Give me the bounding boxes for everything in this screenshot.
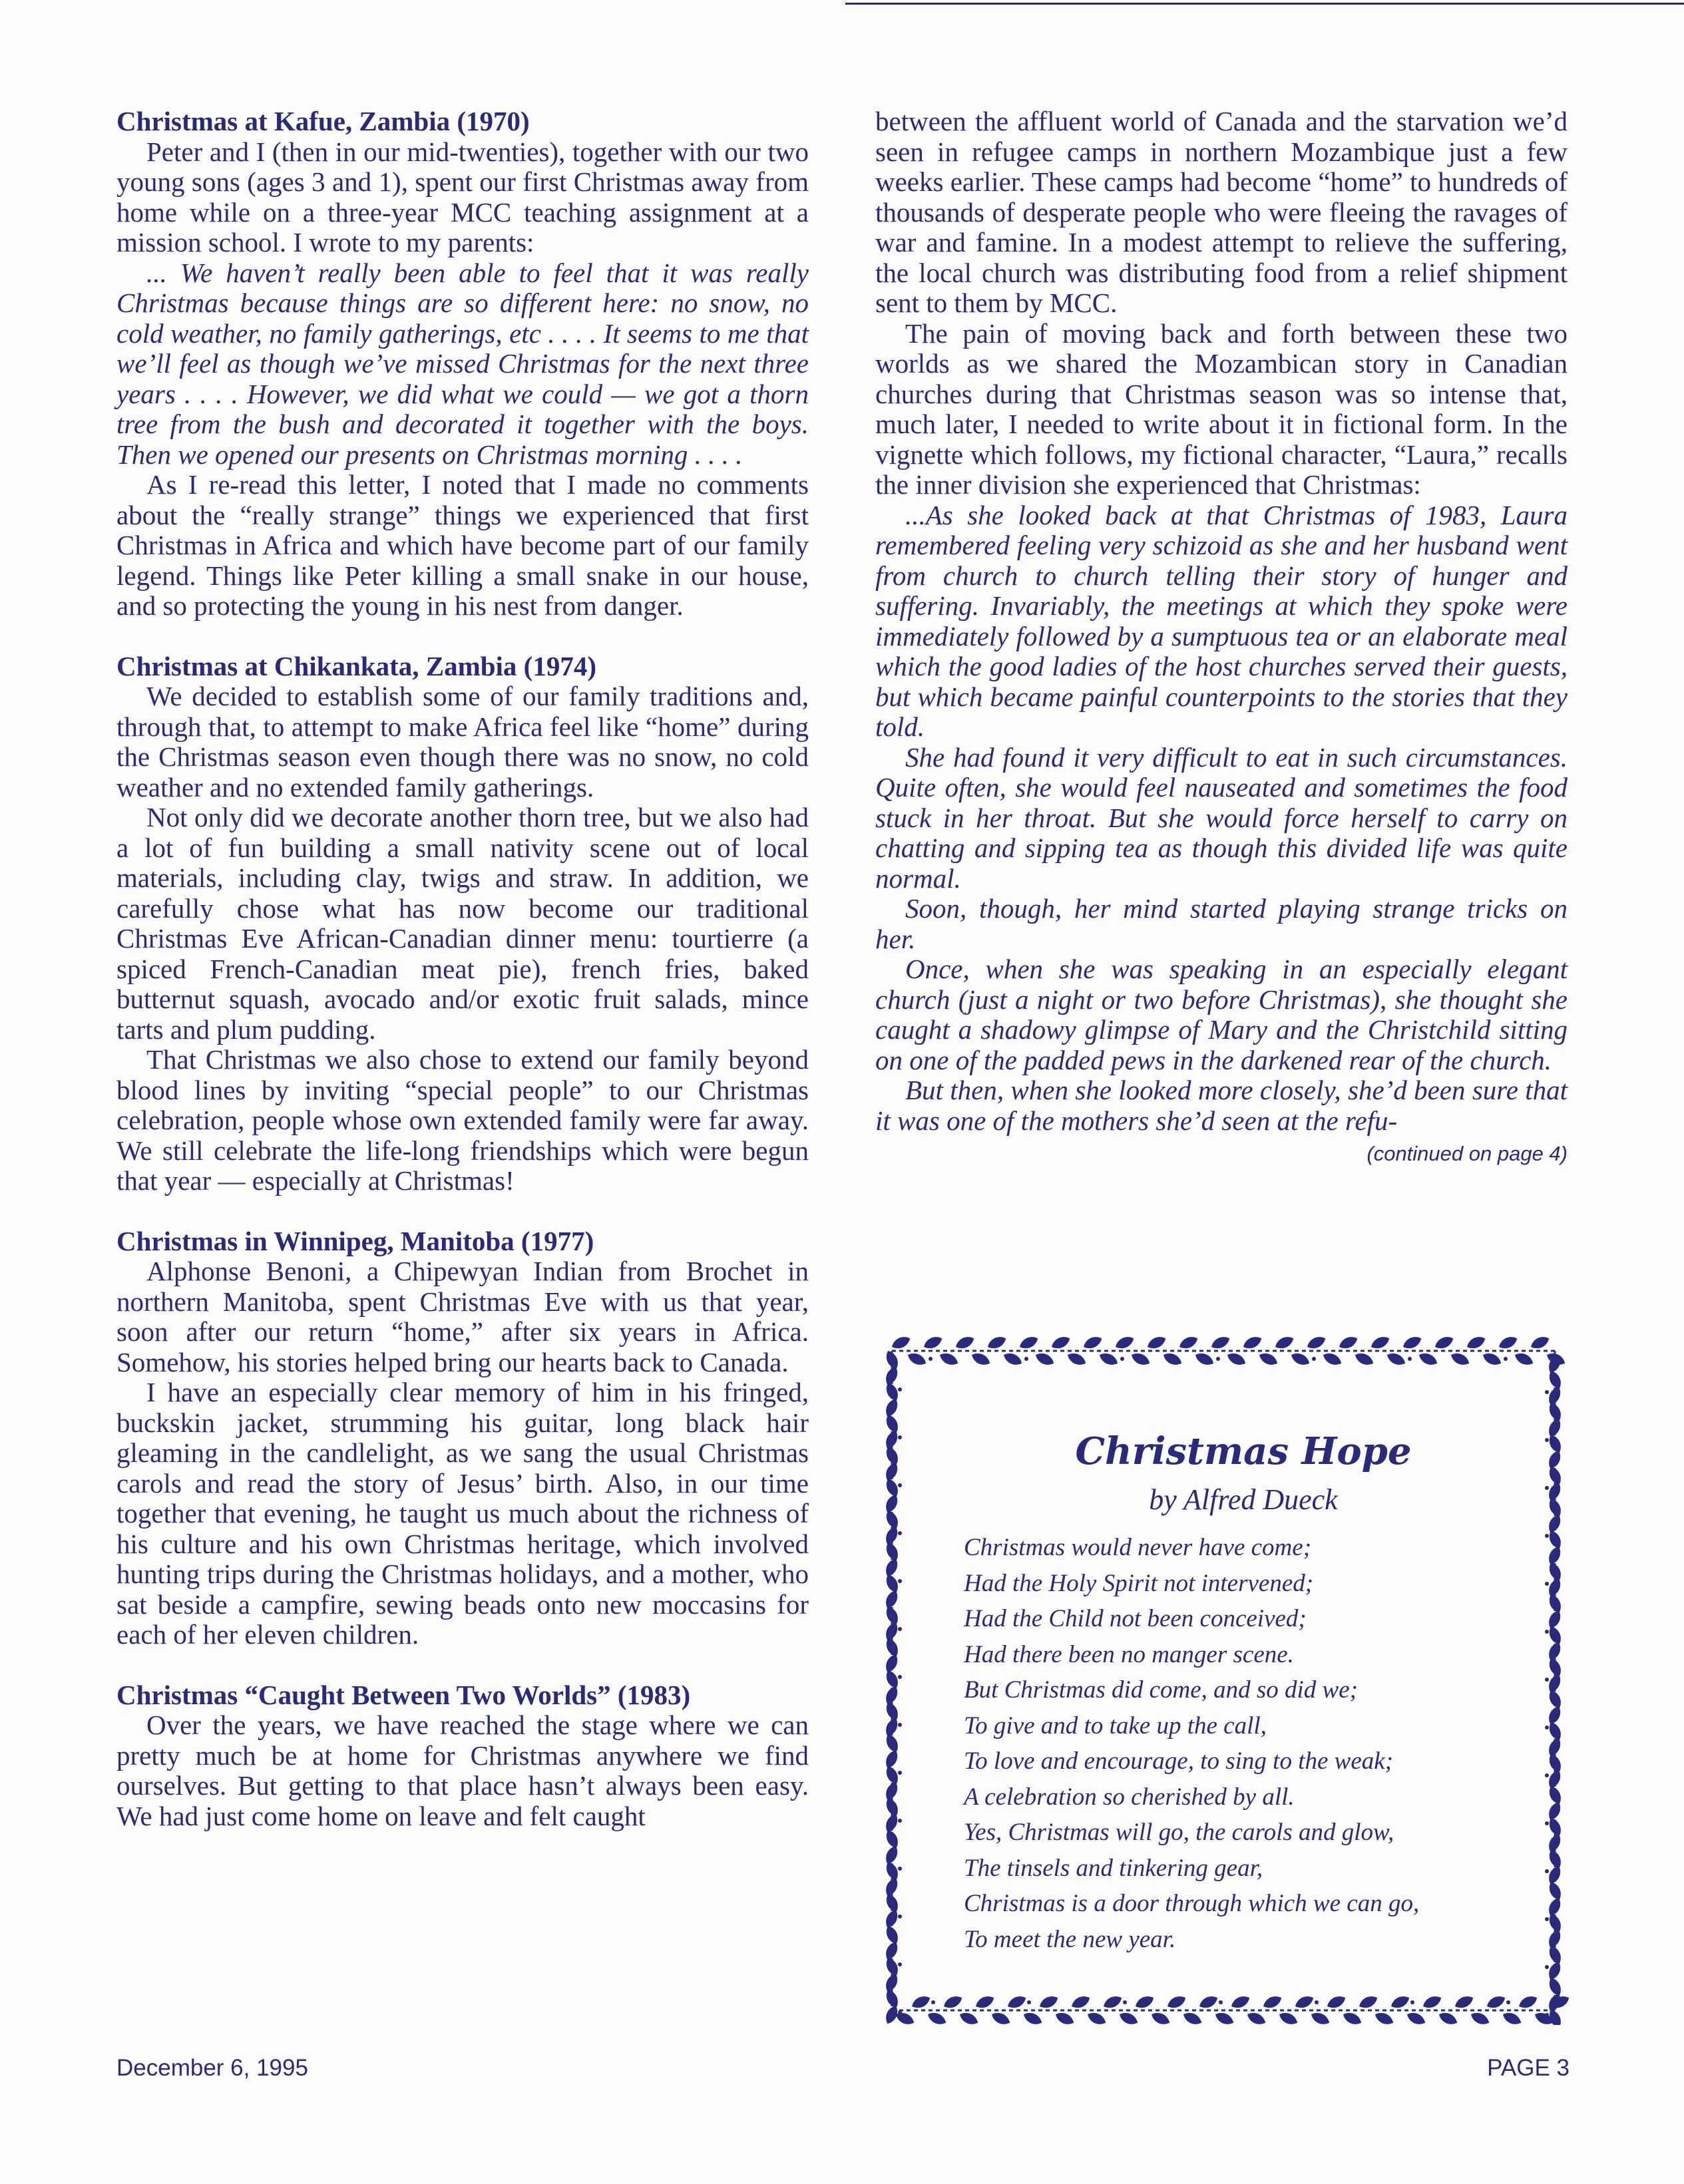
paragraph: Peter and I (then in our mid-twenties), together with our two young sons (ages 3 and 1), spent our first Christmas away from home while on a three-year MCC teaching assignment at a mission school. I wrote to my parents:: [116, 136, 809, 258]
paragraph: Over the years, we have reached the stage where we can pretty much be at home for Christmas anywhere we find ourselves. But getting to that place hasn’t always been easy. We had just come home on leave and felt caught: [116, 1710, 809, 1831]
paragraph: Not only did we decorate another thorn tree, but we also had a lot of fun building a small nativity scene out of local materials, including clay, twigs and straw. In addition, we carefully chose what has now become our traditional Christmas Eve African-Canadian dinner menu: tourtierre (a spiced French-Canadian meat pie), french fries, baked butternut squash, avocado and/or exotic fruit salads, mince tarts and plum pudding.: [116, 802, 809, 1045]
poem-author: by Alfred Dueck: [1149, 1483, 1338, 1516]
vignette-paragraph: ...As she looked back at that Christmas of 1983, Laura remembered feeling very schizoid as she and her husband went from church to church telling their story of hunger and suffering. Invariably, the meetings at which they spoke were immediately followed by a sumptuous tea or an elaborate meal which the good ladies of the host churches served their guests, but which became painful counterpoints to the stories that they told.: [875, 499, 1568, 742]
poem-line: Christmas is a door through which we can go,: [964, 1890, 1420, 1917]
poem-line: Yes, Christmas will go, the carols and glow,: [964, 1819, 1394, 1846]
letter-quote: ... We haven’t really been able to feel that it was really Christmas because things are so different here: no snow, no cold weather, no family gatherings, etc . . . . It seems to me that we’ll feel as though we’ve missed Christmas for the next three years . . . . However, we did what we could — we got a thorn tree from the bush and decorated it together with the boys. Then we opened our presents on Christmas morning . . . .: [116, 257, 809, 470]
poem-line: To give and to take up the call,: [964, 1712, 1267, 1739]
poem-line: To love and encourage, to sing to the weak;: [964, 1747, 1394, 1775]
continued-note: (continued on page 4): [1367, 1142, 1568, 1165]
footer-date: December 6, 1995: [116, 2055, 308, 2081]
left-column: [116, 106, 809, 1831]
poem-title: Christmas Hope: [1075, 1429, 1412, 1473]
poem-line: The tinsels and tinkering gear,: [964, 1854, 1263, 1882]
section-heading: Christmas at Kafue, Zambia (1970): [116, 106, 530, 136]
paragraph: I have an especially clear memory of him in his fringed, buckskin jacket, strumming his guitar, long black hair gleaming in the candlelight, as we sang the usual Christmas carols and read the story of Jesus’ birth. Also, in our time together that evening, he taught us much about the richness of his culture and his own Christmas heritage, which involved hunting trips during the Christmas holidays, and a mother, who sat beside a campfire, sewing beads onto new moccasins for each of her eleven children.: [116, 1377, 809, 1650]
poem-line: To meet the new year.: [964, 1925, 1176, 1953]
section-heading: Christmas at Chikankata, Zambia (1974): [116, 650, 596, 681]
paragraph: That Christmas we also chose to extend our family beyond blood lines by inviting “special people” to our Christmas celebration, people whose own extended family were far away. We still celebrate the life-long friendships which were begun that year — especially at Christmas!: [116, 1044, 809, 1196]
vignette-paragraph: Once, when she was speaking in an especially elegant church (just a night or two before Christmas), she thought she caught a shadowy glimpse of Mary and the Christchild sitting on one of the padded pews in the darkened rear of the church.: [875, 954, 1568, 1075]
poem-lines: [964, 1530, 1496, 1957]
poem-line: Had the Child not been conceived;: [964, 1605, 1307, 1632]
poem-box: [877, 1336, 1570, 2025]
paragraph: The pain of moving back and forth between these two worlds as we shared the Mozambican story in Canadian churches during that Christmas season was so intense that, much later, I needed to write about it in fictional form. In the vignette which follows, my fictional character, “Laura,” recalls the inner division she experienced that Christmas:: [875, 317, 1568, 500]
poem-line: A celebration so cherished by all.: [964, 1783, 1295, 1811]
vignette-paragraph: Soon, though, her mind started playing strange tricks on her.: [875, 893, 1568, 954]
poem-line: But Christmas did come, and so did we;: [964, 1676, 1358, 1704]
poem-content: [964, 1429, 1496, 1957]
poem-line: Had there been no manger scene.: [964, 1640, 1294, 1668]
vignette-paragraph: She had found it very difficult to eat in such circumstances. Quite often, she would feel nauseated and sometimes the food stuck in her throat. But she would force herself to carry on chatting and sipping tea as though this divided life was quite normal.: [875, 741, 1568, 894]
paragraph: between the affluent world of Canada and the starvation we’d seen in refugee camps in northern Mozambique just a few weeks earlier. These camps had become “home” to hundreds of thousands of desperate people who were fleeing the ravages of war and famine. In a modest attempt to relieve the suffering, the local church was distributing food from a relief shipment sent to them by MCC.: [875, 106, 1568, 318]
top-rule: [845, 3, 1684, 5]
paragraph: We decided to establish some of our family traditions and, through that, to attempt to make Africa feel like “home” during the Christmas season even though there was no snow, no cold weather and no extended family gatherings.: [116, 681, 809, 803]
paragraph: Alphonse Benoni, a Chipewyan Indian from Brochet in northern Manitoba, spent Christmas Eve with us that year, soon after our return “home,” after six years in Africa. Somehow, his stories helped bring our hearts back to Canada.: [116, 1256, 809, 1377]
right-column: [875, 106, 1568, 1169]
section-heading: Christmas in Winnipeg, Manitoba (1977): [116, 1225, 594, 1256]
page-number: PAGE 3: [1487, 2055, 1570, 2081]
section-heading: Christmas “Caught Between Two Worlds” (1983): [116, 1679, 691, 1710]
vignette-paragraph: But then, when she looked more closely, she’d been sure that it was one of the mothers she’d seen at the refu-: [875, 1075, 1568, 1136]
poem-line: Had the Holy Spirit not intervened;: [964, 1569, 1314, 1597]
paragraph: As I re-read this letter, I noted that I made no comments about the “really strange” things we experienced that first Christmas in Africa and which have become part of our family legend. Things like Peter killing a small snake in our house, and so protecting the young in his nest from danger.: [116, 469, 809, 621]
poem-line: Christmas would never have come;: [964, 1534, 1312, 1561]
